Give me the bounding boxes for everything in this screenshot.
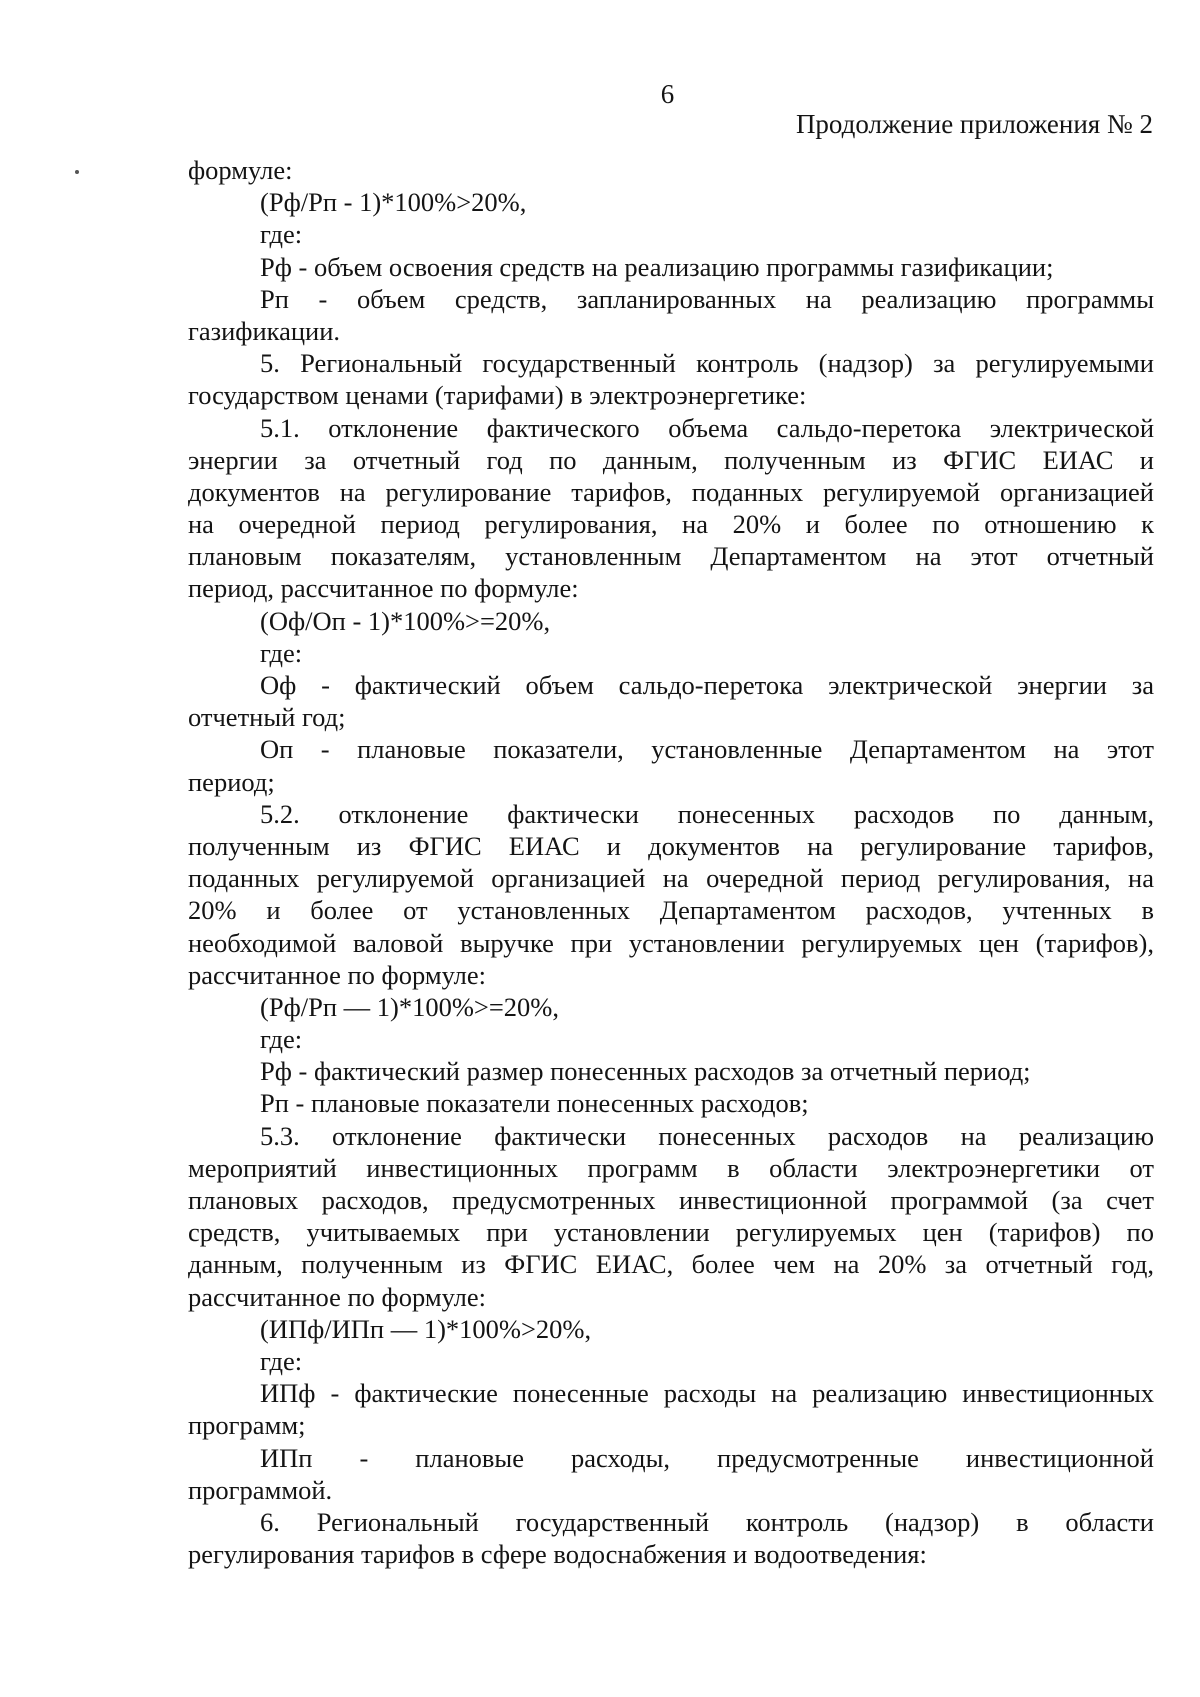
section-heading-line: 5. Региональный государственный контроль (надзор) за регулируемыми [260,348,1154,379]
text-line: программ; [188,1410,306,1441]
text-line: программой. [188,1474,333,1505]
definition-line: Оп - плановые показатели, установленные Департаментом на этот [260,734,1154,765]
text-line: средств, учитываемых при установлении регулируемых цен (тарифов) по [188,1217,1154,1248]
formula-line: (Оф/Оп - 1)*100%>=20%, [260,605,551,636]
text-line: период, рассчитанное по формуле: [188,573,579,604]
margin-mark [75,170,79,174]
formula-line: (Рф/Рп — 1)*100%>=20%, [260,991,560,1022]
text-line: рассчитанное по формуле: [188,1281,487,1312]
text-line: формуле: [188,155,293,185]
text-line: данным, полученным из ФГИС ЕИАС, более чем на 20% за отчетный год, [188,1249,1154,1280]
document-body [188,154,1154,1570]
text-line: где: [260,1345,303,1376]
text-line: документов на регулирование тарифов, поданных регулируемой организацией [188,476,1154,507]
text-line: где: [260,1024,303,1055]
text-line: плановых расходов, предусмотренных инвестиционной программой (за счет [188,1185,1154,1215]
definition-line: Рп - плановые показатели понесенных расходов; [260,1088,809,1119]
text-line: поданных регулируемой организацией на очередной период регулирования, на [188,863,1154,894]
definition-line: Оф - фактический объем сальдо-перетока электрической энергии за [260,670,1154,700]
clause-line: 5.3. отклонение фактически понесенных расходов на реализацию [260,1120,1154,1151]
clause-line: 5.2. отклонение фактически понесенных расходов по данным, [260,798,1154,829]
text-line: энергии за отчетный год по данным, полученным из ФГИС ЕИАС и [188,444,1154,475]
text-line: государством ценами (тарифами) в электроэнергетике: [188,380,807,411]
clause-line: 5.1. отклонение фактического объема сальдо-перетока электрической [260,412,1154,443]
definition-line: Рф - фактический размер понесенных расходов за отчетный период; [260,1056,1031,1087]
text-line: плановым показателям, установленным Департаментом на этот отчетный [188,541,1154,572]
definition-line: Рф - объем освоения средств на реализацию программы газификации; [260,251,1054,282]
text-line: регулирования тарифов в сфере водоснабжения и водоотведения: [188,1539,927,1570]
text-line: на очередной период регулирования, на 20% и более по отношению к [188,509,1154,540]
text-line: где: [260,637,303,668]
text-line: газификации. [188,315,341,346]
definition-line: Рп - объем средств, запланированных на реализацию программы [260,283,1154,314]
text-line: мероприятий инвестиционных программ в области электроэнергетики от [188,1152,1154,1183]
text-line: период; [188,766,275,797]
definition-line: ИПп - плановые расходы, предусмотренные инвестиционной [260,1442,1154,1473]
text-line: необходимой валовой выручке при установлении регулируемых цен (тарифов), [188,927,1154,958]
definition-line: ИПф - фактические понесенные расходы на реализацию инвестиционных [260,1378,1154,1409]
text-line: отчетный год; [188,702,346,733]
text-line: где: [260,219,303,250]
text-line: рассчитанное по формуле: [188,959,487,990]
text-line: полученным из ФГИС ЕИАС и документов на регулирование тарифов, [188,830,1154,861]
formula-line: (Рф/Рп - 1)*100%>20%, [260,187,527,218]
text-line: 20% и более от установленных Департаментом расходов, учтенных в [188,895,1154,926]
formula-line: (ИПф/ИПп — 1)*100%>20%, [260,1313,592,1344]
section-heading-line: 6. Региональный государственный контроль (надзор) в области [260,1506,1154,1537]
appendix-continuation-header: Продолжение приложения № 2 [795,109,1153,139]
page-number: 6 [660,79,675,109]
